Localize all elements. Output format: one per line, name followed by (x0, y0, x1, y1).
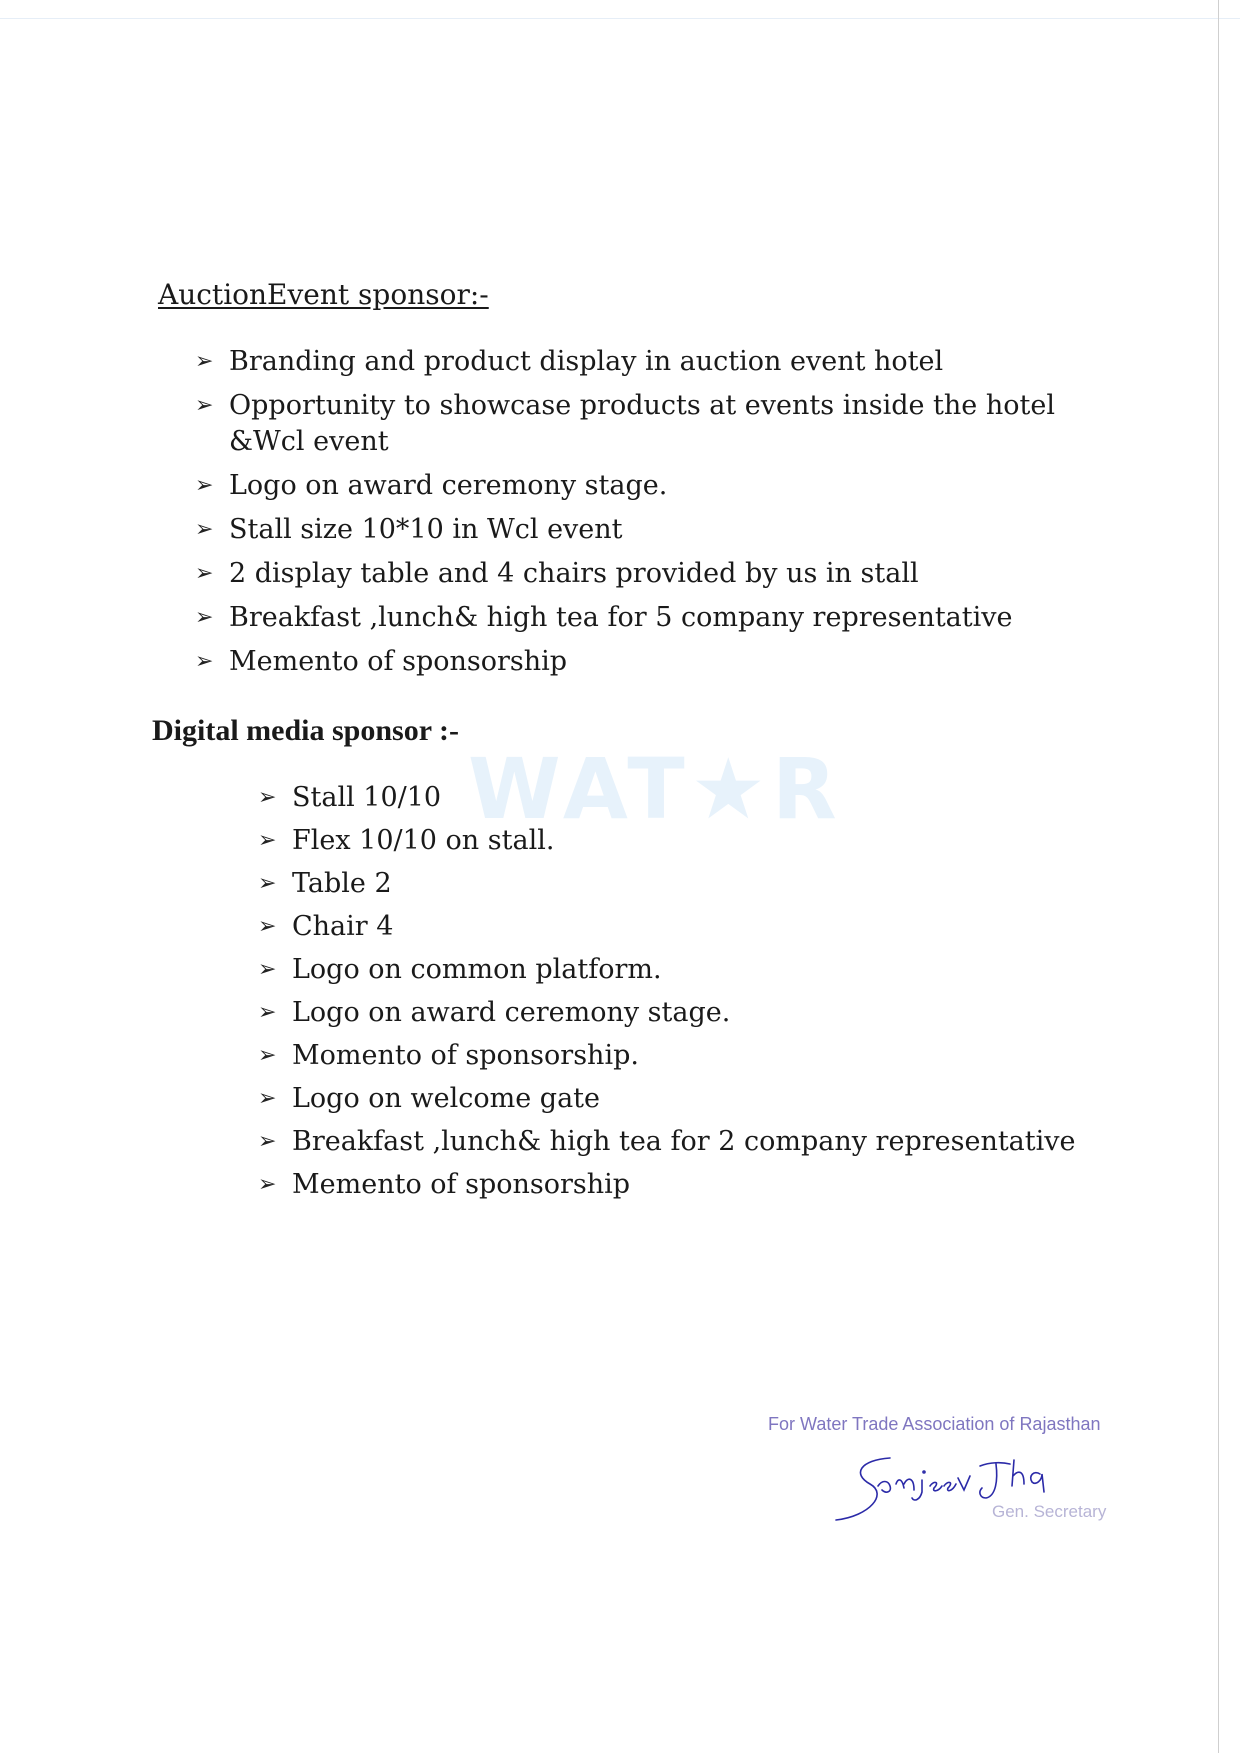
list-item (258, 1124, 1118, 1160)
list-item (195, 644, 1095, 680)
arrowhead-bullet-icon: ➢ (258, 1086, 277, 1111)
list-item (258, 909, 1118, 945)
list-item-text: Logo on common platform. (292, 954, 662, 985)
list-item-text: Stall 10/10 (292, 782, 442, 813)
list-item-text: Opportunity to showcase products at events inside the hotel &Wcl event (229, 390, 1055, 457)
arrowhead-bullet-icon: ➢ (258, 871, 277, 896)
list-item (258, 1081, 1118, 1117)
auction-event-sponsor-heading: AuctionEvent sponsor:- (158, 278, 489, 311)
water-logo-watermark: WAT★R (468, 740, 843, 838)
list-item-text: Stall size 10*10 in Wcl event (229, 514, 623, 545)
list-item-text: Logo on award ceremony stage. (292, 997, 731, 1028)
list-item-text: Memento of sponsorship (229, 646, 568, 677)
arrowhead-bullet-icon: ➢ (258, 1000, 277, 1025)
list-item (195, 388, 1095, 460)
arrowhead-bullet-icon: ➢ (195, 605, 214, 630)
list-item-text: Table 2 (292, 868, 392, 899)
list-item-text: Breakfast ,lunch& high tea for 2 company representative (292, 1126, 1076, 1157)
scan-edge-right (1218, 0, 1219, 1753)
stamp-designation: Gen. Secretary (992, 1502, 1107, 1521)
list-item-text: 2 display table and 4 chairs provided by us in stall (229, 558, 919, 589)
arrowhead-bullet-icon: ➢ (195, 393, 214, 418)
arrowhead-bullet-icon: ➢ (258, 828, 277, 853)
arrowhead-bullet-icon: ➢ (195, 649, 214, 674)
list-item (195, 344, 1095, 380)
list-item-text: Momento of sponsorship. (292, 1040, 639, 1071)
list-item (195, 512, 1095, 548)
list-item (258, 780, 1118, 816)
stamp-organization-name: For Water Trade Association of Rajasthan (768, 1414, 1101, 1434)
arrowhead-bullet-icon: ➢ (258, 785, 277, 810)
list-item-text: Memento of sponsorship (292, 1169, 631, 1200)
scan-edge-top (0, 18, 1240, 19)
list-item (258, 1038, 1118, 1074)
list-item-text: Flex 10/10 on stall. (292, 825, 555, 856)
arrowhead-bullet-icon: ➢ (258, 1129, 277, 1154)
list-item (195, 468, 1095, 504)
digital-media-sponsor-heading: Digital media sponsor :- (152, 714, 459, 747)
organization-stamp (760, 1410, 1130, 1530)
list-item-text: Logo on welcome gate (292, 1083, 601, 1114)
list-item-text: Breakfast ,lunch& high tea for 5 company representative (229, 602, 1013, 633)
digital-sponsor-benefits-list (258, 780, 1118, 1210)
auction-sponsor-benefits-list (195, 344, 1095, 688)
list-item (258, 866, 1118, 902)
list-item-text: Logo on award ceremony stage. (229, 470, 668, 501)
list-item-text: Branding and product display in auction event hotel (229, 346, 944, 377)
list-item (195, 600, 1095, 636)
list-item-text: Chair 4 (292, 911, 394, 942)
list-item (258, 1167, 1118, 1203)
arrowhead-bullet-icon: ➢ (195, 349, 214, 374)
list-item (258, 995, 1118, 1031)
arrowhead-bullet-icon: ➢ (258, 1172, 277, 1197)
list-item (195, 556, 1095, 592)
arrowhead-bullet-icon: ➢ (195, 561, 214, 586)
arrowhead-bullet-icon: ➢ (258, 1043, 277, 1068)
arrowhead-bullet-icon: ➢ (195, 473, 214, 498)
arrowhead-bullet-icon: ➢ (258, 914, 277, 939)
list-item (258, 823, 1118, 859)
arrowhead-bullet-icon: ➢ (195, 517, 214, 542)
list-item (258, 952, 1118, 988)
arrowhead-bullet-icon: ➢ (258, 957, 277, 982)
